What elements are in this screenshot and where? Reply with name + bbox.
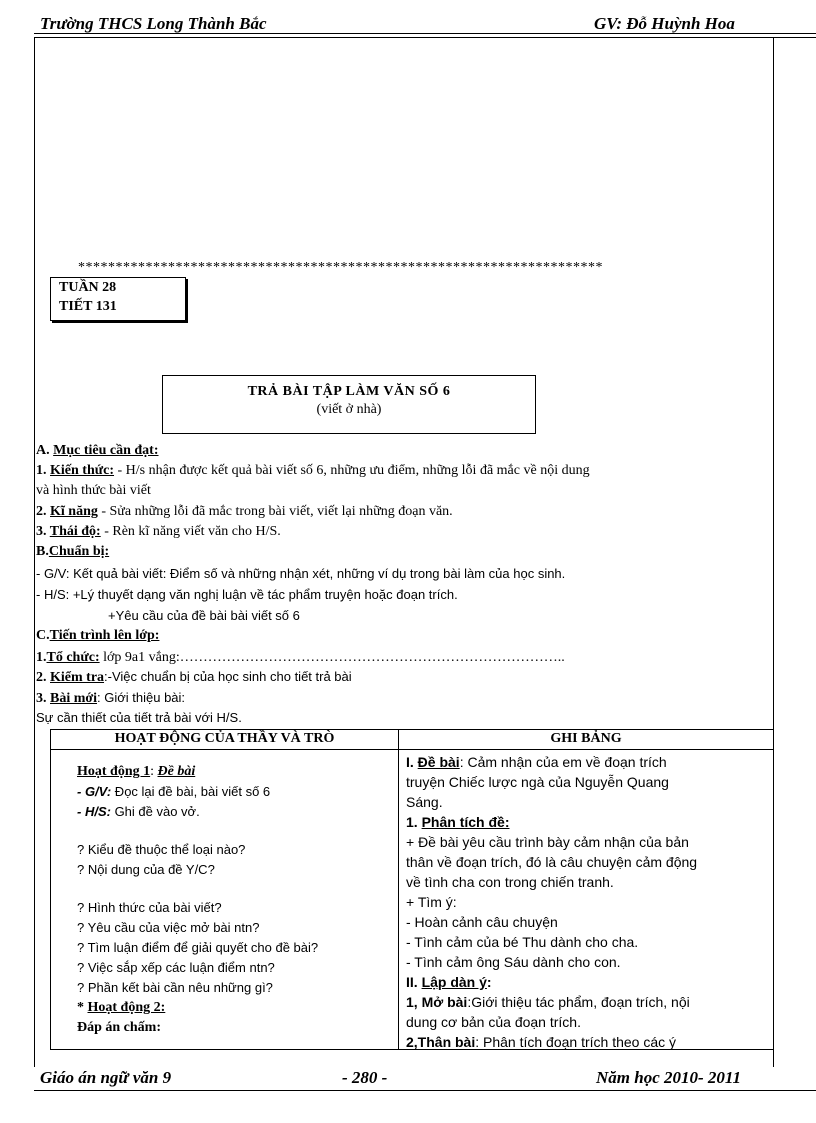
question-7: ? Phần kết bài cần nêu những gì? [77,980,273,995]
header-teacher: GV: Đỗ Huỳnh Hoa [594,14,735,33]
teacher-step: - G/V: Đọc lại đề bài, bài viết số 6 [77,784,271,799]
activity-1: Hoạt động 1: Đề bài [77,764,196,779]
question-3: ? Hình thức của bài viết? [77,900,222,915]
new-lesson-line: 3. Bài mới: Giới thiệu bài: [36,690,186,706]
column-divider [398,730,399,1049]
intro-line: Sự cần thiết của tiết trả bài với H/S. [36,710,242,725]
star-separator: ********************************************************************** [78,260,603,275]
section-b-heading: B.Chuẩn bị: [36,544,110,559]
skill-line: 2. Kĩ năng - Sửa những lỗi đã mắc trong bài viết, viết lại những đoạn văn. [36,504,453,519]
intro-part: 1, Mở bài:Giới thiệu tác phẩm, đoạn trích, nội [406,994,690,1010]
left-column [77,762,318,1038]
lesson-subtitle: (viết ở nhà) [316,402,382,417]
header-divider [51,749,773,750]
topic-line: I. Đề bài: Cảm nhận của em về đoạn trích [406,754,667,770]
student-step: - H/S: Ghi đề vào vở. [77,804,200,819]
footer-rule [34,1090,816,1091]
column-header-board: GHI BẢNG [550,731,622,746]
body-part: 2,Thân bài: Phân tích đoạn trích theo các ý [406,1034,677,1050]
idea-3: - Tình cảm ông Sáu dành cho con. [406,954,621,970]
footer-subject: Giáo án ngữ văn 9 [40,1068,172,1087]
attitude-line: 3. Thái độ: - Rèn kĩ năng viết văn cho H/S. [36,524,281,539]
knowledge-line-2: và hình thức bài viết [36,483,151,498]
prep-student: - H/S: +Lý thuyết dạng văn nghị luận về tác phẩm truyện hoặc đoạn trích. [36,587,458,602]
intro-part-2: dung cơ bản của đoạn trích. [406,1014,581,1030]
right-column [406,752,766,1052]
footer-school-year: Năm học 2010- 2011 [596,1068,741,1087]
question-4: ? Yêu cầu của việc mở bài ntn? [77,920,260,935]
question-1: ? Kiểu đề thuộc thể loại nào? [77,842,246,857]
organization-line: 1.Tổ chức: lớp 9a1 vắng:……………………………………………………………………….. [36,650,565,665]
header-school: Trường THCS Long Thành Bắc [40,14,267,33]
topic-line-2: truyện Chiếc lược ngà của Nguyễn Quang [406,774,669,790]
week-label: TUẦN 28 [59,280,117,295]
analysis-1: + Đề bài yêu cầu trình bày cảm nhận của bản [406,834,689,850]
check-line: 2. Kiểm tra:-Việc chuẩn bị của học sinh cho tiết trả bài [36,669,352,685]
analysis-heading: 1. Phân tích đề: [406,814,510,830]
idea-1: - Hoàn cảnh câu chuyện [406,914,558,930]
prep-student-2: +Yêu cầu của đề bài bài viết số 6 [108,608,300,623]
header-rule [34,33,816,34]
column-header-activities: HOẠT ĐỘNG CỦA THẦY VÀ TRÒ [114,731,335,746]
period-label: TIẾT 131 [59,299,117,314]
idea-2: - Tình cảm của bé Thu dành cho cha. [406,934,639,950]
ideas-heading: + Tìm ý: [406,894,457,910]
topic-line-3: Sáng. [406,794,443,810]
spacer [77,880,318,898]
knowledge-line: 1. Kiến thức: - H/s nhận được kết quả bài viết số 6, những ưu điểm, những lỗi đã mắc về nội dung [36,463,590,478]
lesson-title: TRẢ BÀI TẬP LÀM VĂN SỐ 6 [247,384,451,399]
lesson-title-box [162,375,536,434]
question-2: ? Nội dung của đề Y/C? [77,862,215,877]
spacer [77,822,318,840]
week-box [50,277,186,321]
activity-table [50,729,774,1050]
question-5: ? Tìm luận điểm để giải quyết cho đề bài? [77,940,319,955]
activity-2: * Hoạt động 2: [77,1000,166,1015]
answer-key: Đáp án chấm: [77,1020,162,1035]
section-c-heading: C.Tiến trình lên lớp: [36,628,160,643]
prep-teacher: - G/V: Kết quả bài viết: Điểm số và những nhận xét, những ví dụ trong bài làm của học sinh. [36,566,566,581]
outline-heading: II. Lập dàn ý: [406,974,492,990]
analysis-2: thân về đoạn trích, đó là câu chuyện cảm động [406,854,698,870]
footer-page-number: - 280 - [342,1068,388,1087]
analysis-3: về tình cha con trong chiến tranh. [406,874,614,890]
section-a-heading: A. Mục tiêu cần đạt: [36,443,159,458]
question-6: ? Việc sắp xếp các luận điểm ntn? [77,960,275,975]
